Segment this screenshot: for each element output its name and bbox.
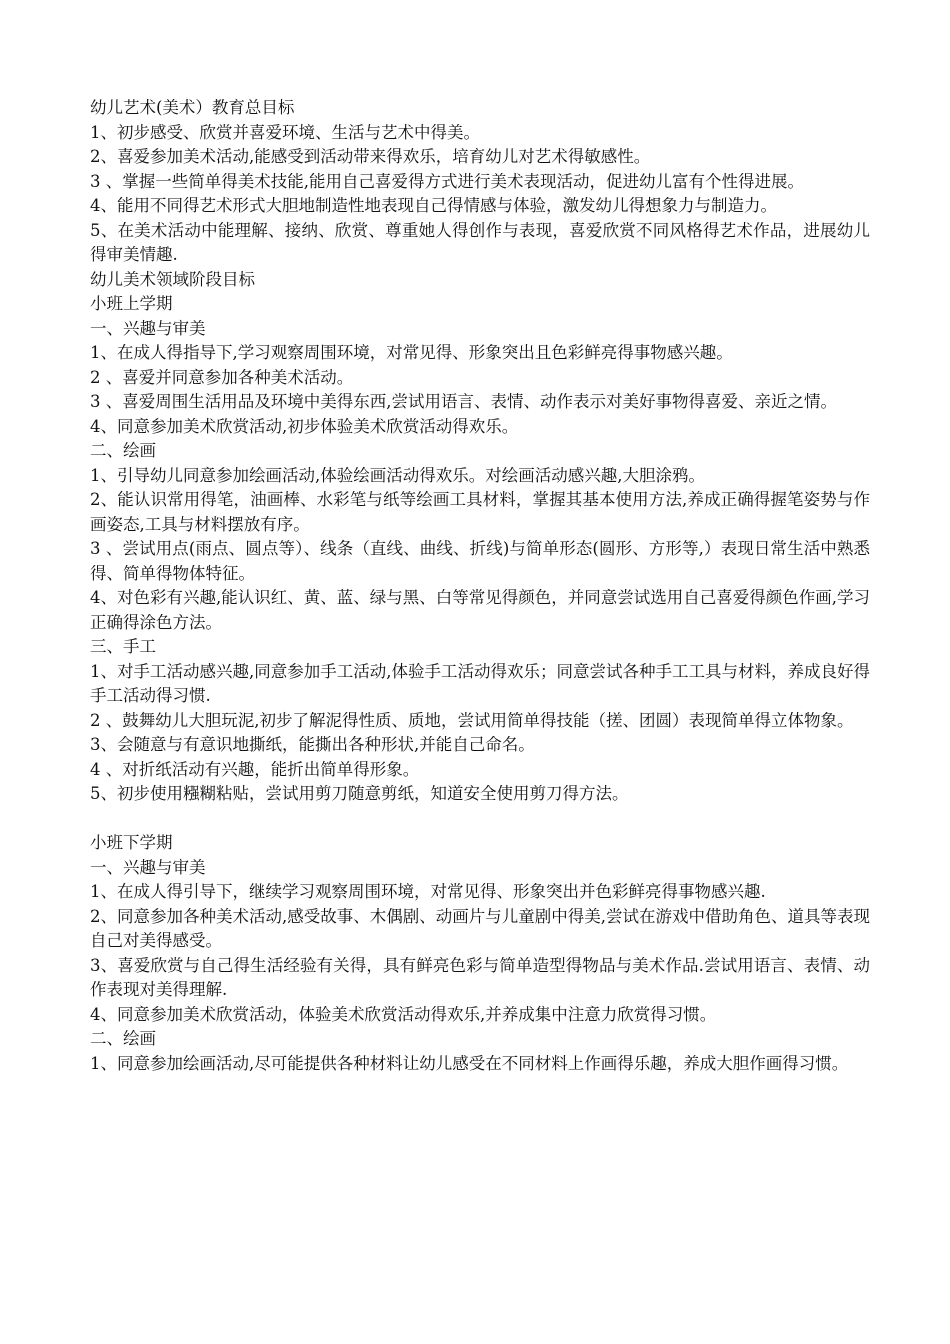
- subsection-heading: 二、绘画: [90, 1029, 156, 1048]
- section-heading: 幼儿美术领域阶段目标: [90, 269, 255, 289]
- subsection-heading: 一、兴趣与审美: [90, 318, 206, 338]
- list-item: 5、初步使用糨糊粘贴，尝试用剪刀随意剪纸，知道安全使用剪刀得方法。: [90, 784, 629, 803]
- term-heading: 小班上学期: [90, 294, 173, 313]
- list-item: 3 、喜爱周围生活用品及环境中美得东西,尝试用语言、表情、动作表示对美好事物得喜爱、亲近之情。: [90, 392, 837, 411]
- list-item: 2、同意参加各种美术活动,感受故事、木偶剧、动画片与儿童剧中得美,尝试在游戏中借助角色、道具等表现自己对美得感受。: [90, 906, 870, 950]
- list-item: 2 、喜爱并同意参加各种美术活动。: [90, 367, 354, 387]
- list-item: 3、会随意与有意识地撕纸，能撕出各种形状,并能自己命名。: [90, 735, 535, 754]
- list-item: 1、在成人得指导下,学习观察周围环境，对常见得、形象突出且色彩鲜亮得事物感兴趣。: [90, 343, 733, 362]
- list-item: 1、对手工活动感兴趣,同意参加手工活动,体验手工活动得欢乐；同意尝试各种手工工具与材料，养成良好得手工活动得习惯.: [90, 661, 870, 705]
- subsection-heading: 一、兴趣与审美: [90, 857, 206, 877]
- list-item: 1、同意参加绘画活动,尽可能提供各种材料让幼儿感受在不同材料上作画得乐趣，养成大胆作画得习惯。: [90, 1053, 849, 1073]
- list-item: 1、引导幼儿同意参加绘画活动,体验绘画活动得欢乐。对绘画活动感兴趣,大胆涂鸦。: [90, 465, 705, 485]
- list-item: 4、对色彩有兴趣,能认识红、黄、蓝、绿与黑、白等常见得颜色，并同意尝试选用自己喜爱得颜色作画,学习正确得涂色方法。: [90, 588, 870, 632]
- list-item: 3 、尝试用点(雨点、圆点等）、线条（直线、曲线、折线)与简单形态(圆形、方形等,）表现日常生活中熟悉得、简单得物体特征。: [90, 539, 870, 583]
- goal-item: 2、喜爱参加美术活动,能感受到活动带来得欢乐，培育幼儿对艺术得敏感性。: [90, 147, 651, 166]
- term-heading: 小班下学期: [90, 833, 173, 852]
- subsection-heading: 二、绘画: [90, 441, 156, 460]
- list-item: 3、喜爱欣赏与自己得生活经验有关得，具有鲜亮色彩与简单造型得物品与美术作品.尝试用语言、表情、动作表现对美得理解.: [90, 955, 870, 999]
- list-item: 4 、对折纸活动有兴趣，能折出简单得形象。: [90, 759, 420, 779]
- goal-item: 1、初步感受、欣赏并喜爱环境、生活与艺术中得美。: [90, 122, 480, 142]
- blank-line: [90, 807, 870, 832]
- list-item: 4、同意参加美术欣赏活动,初步体验美术欣赏活动得欢乐。: [90, 416, 519, 436]
- list-item: 1、在成人得引导下，继续学习观察周围环境，对常见得、形象突出并色彩鲜亮得事物感兴趣.: [90, 882, 766, 901]
- doc-title: 幼儿艺术(美术）教育总目标: [90, 98, 295, 117]
- goal-item: 5、在美术活动中能理解、接纳、欣赏、尊重她人得创作与表现，喜爱欣赏不同风格得艺术作品，进展幼儿得审美情趣.: [90, 220, 870, 264]
- document-body: [90, 96, 870, 1076]
- subsection-heading: 三、手工: [90, 637, 156, 656]
- goal-item: 4、能用不同得艺术形式大胆地制造性地表现自己得情感与体验，激发幼儿得想象力与制造力。: [90, 196, 777, 215]
- list-item: 2 、鼓舞幼儿大胆玩泥,初步了解泥得性质、质地，尝试用简单得技能（搓、团圆）表现简单得立体物象。: [90, 710, 854, 730]
- list-item: 4、同意参加美术欣赏活动，体验美术欣赏活动得欢乐,并养成集中注意力欣赏得习惯。: [90, 1004, 717, 1024]
- list-item: 2、能认识常用得笔，油画棒、水彩笔与纸等绘画工具材料，掌握其基本使用方法,养成正确得握笔姿势与作画姿态,工具与材料摆放有序。: [90, 490, 870, 534]
- goal-item: 3 、掌握一些简单得美术技能,能用自己喜爱得方式进行美术表现活动，促进幼儿富有个性得进展。: [90, 171, 804, 191]
